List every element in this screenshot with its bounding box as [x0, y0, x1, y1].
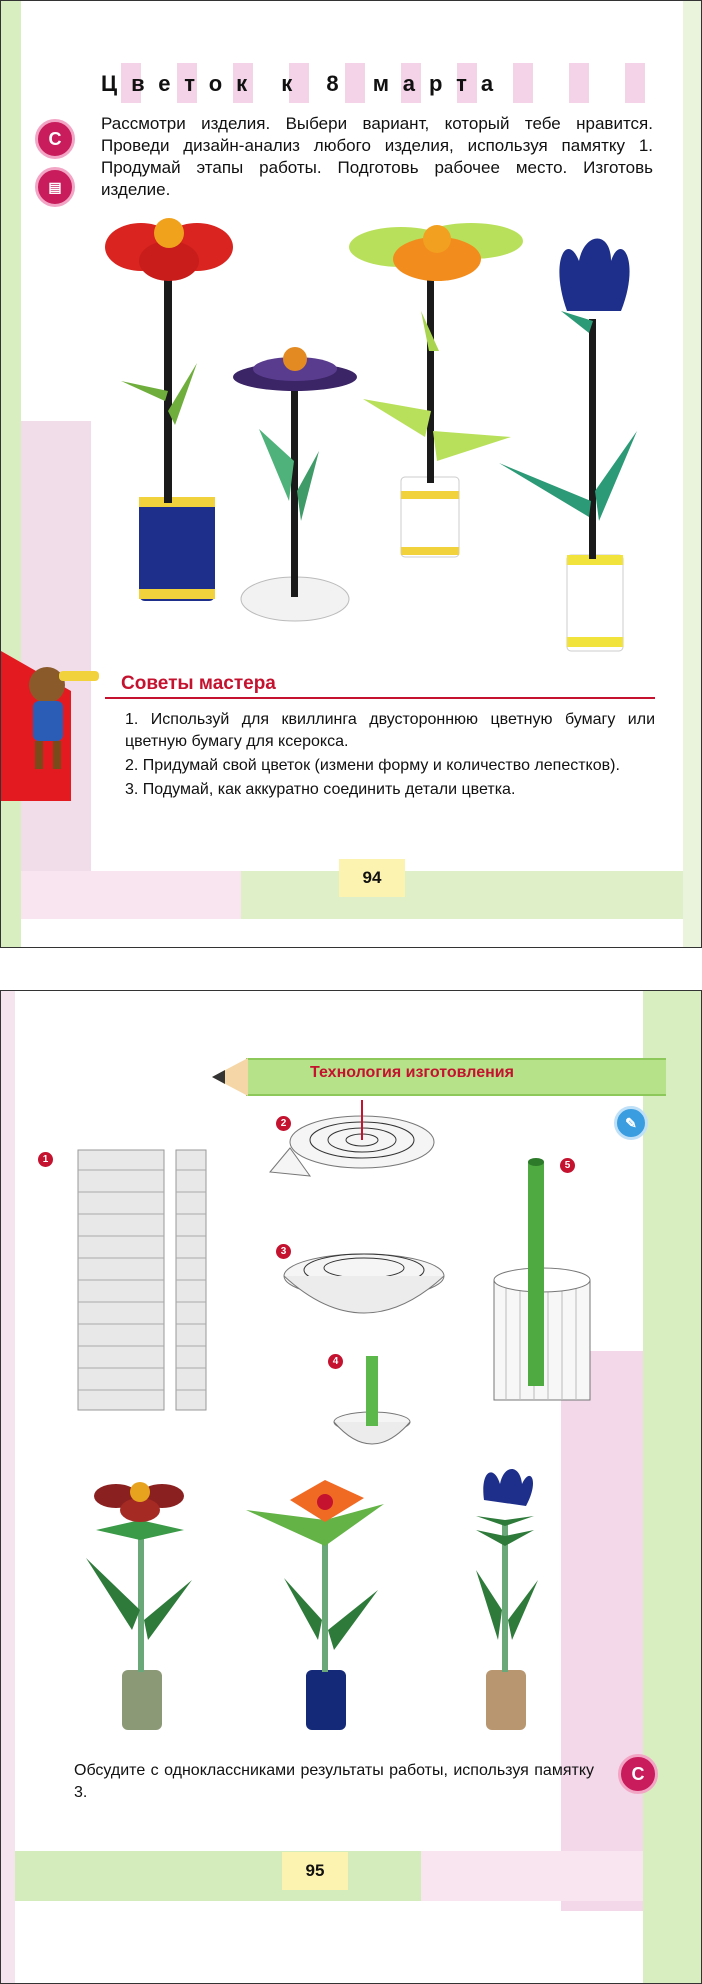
pencil-lead — [212, 1070, 225, 1084]
step-number: 3 — [276, 1244, 291, 1259]
step-number: 2 — [276, 1116, 291, 1131]
bottom-pink-band — [21, 871, 241, 919]
orange-flower-image — [349, 223, 523, 557]
finished-flowers-illustration — [0, 1460, 702, 1740]
page-94 — [0, 0, 702, 948]
finished-red-flower-image — [86, 1482, 192, 1730]
advice-list — [125, 709, 655, 803]
book-icon: ▤ — [35, 167, 75, 207]
red-flower-image — [105, 218, 233, 601]
steps-illustration — [0, 1100, 702, 1480]
paper-dome-image — [284, 1254, 444, 1313]
blue-tulip-image — [499, 239, 637, 652]
step-number: 4 — [328, 1354, 343, 1369]
advice-item: 2. Придумай свой цветок (измени форму и количество лепестков). — [125, 757, 620, 774]
advice-title: Советы мастера — [121, 673, 276, 694]
corrugated-paper-image — [78, 1150, 206, 1410]
outro-text: Обсудите с одноклассниками результаты работы, используя памятку 3. — [74, 1762, 594, 1801]
purple-flower-image — [233, 347, 357, 621]
pencil-badge-icon: ✎ — [614, 1106, 648, 1140]
page-number: 95 — [282, 1852, 348, 1890]
advice-item: 3. Подумай, как аккуратно соединить детали цветка. — [125, 781, 516, 798]
tech-title: Технология изготовления — [310, 1064, 514, 1081]
page-gap — [0, 948, 702, 990]
paper-coil-image — [270, 1100, 434, 1176]
page-number: 94 — [339, 859, 405, 897]
advice-underline — [105, 697, 655, 699]
intro-text: Рассмотри изделия. Выбери вариант, который тебе нравится. Проведи дизайн-анализ любого изделия, используя памятку 1. Продумай этапы работы. Подготовь рабочее место. Изготовь изделие. — [101, 114, 653, 199]
c-badge-icon: С — [35, 119, 75, 159]
step-number: 1 — [38, 1152, 53, 1167]
step-number: 5 — [560, 1158, 575, 1173]
c-badge-icon: С — [618, 1754, 658, 1794]
vase-with-stick-image — [494, 1158, 590, 1400]
master-figure-icon — [1, 651, 101, 781]
flowers-illustration — [1, 201, 702, 661]
page-title: Цветок к 8 марта — [101, 71, 508, 96]
finished-orange-flower-image — [246, 1480, 384, 1730]
finished-blue-tulip-image — [476, 1469, 538, 1730]
bottom-pink-band — [421, 1851, 643, 1901]
advice-item: 1. Используй для квиллинга двустороннюю цветную бумагу или цветную бумагу для ксерокса. — [125, 711, 655, 750]
cup-with-stick-image — [334, 1356, 410, 1444]
